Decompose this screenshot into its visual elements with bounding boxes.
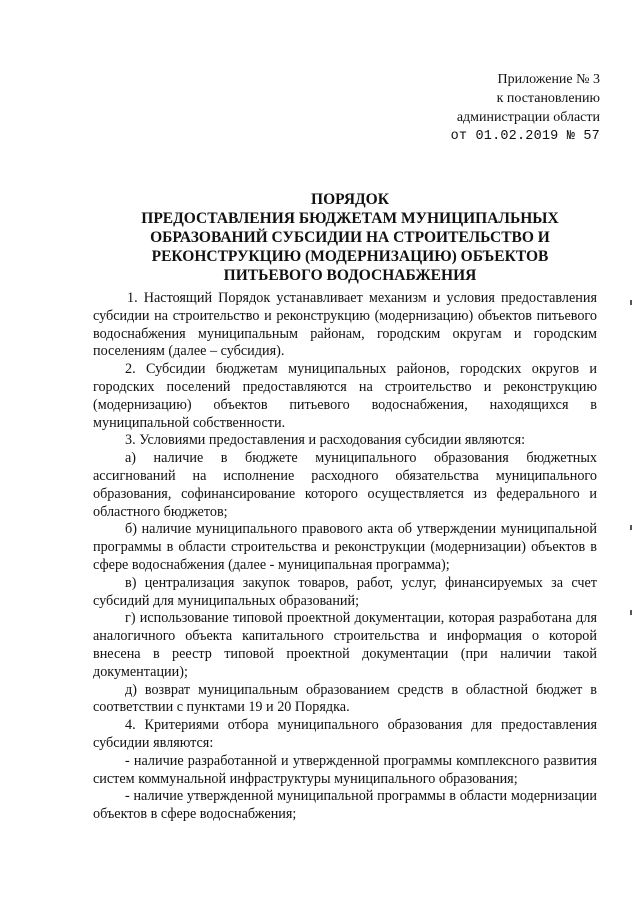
title-line-3: ОБРАЗОВАНИЙ СУБСИДИИ НА СТРОИТЕЛЬСТВО И (150, 229, 550, 246)
title-line-1: ПОРЯДОК (311, 191, 389, 208)
paragraph-3a: а) наличие в бюджете муниципального образования бюджетных ассигнований на исполнение расходного обязательства муниципального образования, софинансирование которого осуществляется из федерального и областного бюджетов; (93, 450, 597, 520)
paragraph-2: 2. Субсидии бюджетам муниципальных районов, городских округов и городских поселений предоставляются на строительство и реконструкцию (модернизацию) объектов питьевого водоснабжения, находящихся в муниципальной собственности. (93, 361, 597, 431)
document-body (93, 290, 597, 824)
paragraph-1: 1. Настоящий Порядок устанавливает механизм и условия предоставления субсидии на строительство и реконструкцию (модернизацию) объектов питьевого водоснабжения муниципальным районам, городским округам и городским поселениям (далее – субсидия). (93, 290, 597, 360)
paragraph-3: 3. Условиями предоставления и расходования субсидии являются: (125, 432, 526, 449)
scan-artifact (630, 525, 632, 530)
paragraph-3e: д) возврат муниципальным образованием средств в областной бюджет в соответствии с пунктами 19 и 20 Порядка. (93, 681, 597, 716)
paragraph-3c: в) централизация закупок товаров, работ, услуг, финансируемых за счет субсидий для муниципальных образований; (93, 574, 597, 609)
scan-artifact (630, 300, 632, 305)
paragraph-3b: б) наличие муниципального правового акта об утверждении муниципальной программы в области строительства и реконструкции (модернизации) объектов в сфере водоснабжения (далее - муниципальная программа); (93, 521, 597, 573)
title-line-5: ПИТЬЕВОГО ВОДОСНАБЖЕНИЯ (223, 267, 477, 284)
appendix-number: Приложение № 3 (497, 72, 600, 87)
scan-artifact (630, 610, 632, 615)
appendix-authority: администрации области (456, 110, 600, 125)
paragraph-3d: г) использование типовой проектной документации, которая разработана для аналогичного объекта капитального строительства и информация о которой внесена в реестр типовой проектной документации (при наличии такой документации); (93, 610, 597, 680)
title-line-4: РЕКОНСТРУКЦИЮ (МОДЕРНИЗАЦИЮ) ОБЪЕКТОВ (151, 248, 549, 265)
appendix-reference: к постановлению (496, 91, 600, 106)
paragraph-4: 4. Критериями отбора муниципального образования для предоставления субсидии являются: (93, 717, 597, 751)
paragraph-4-item-2: - наличие утвержденной муниципальной программы в области модернизации объектов в сфере водоснабжения; (93, 788, 597, 823)
appendix-date-number: от 01.02.2019 № 57 (450, 129, 600, 144)
document-title (100, 190, 600, 285)
appendix-header (360, 70, 600, 146)
title-line-2: ПРЕДОСТАВЛЕНИЯ БЮДЖЕТАМ МУНИЦИПАЛЬНЫХ (141, 210, 559, 227)
paragraph-4-item-1: - наличие разработанной и утвержденной программы комплексного развития систем коммунальной инфраструктуры муниципального образования; (93, 752, 597, 787)
